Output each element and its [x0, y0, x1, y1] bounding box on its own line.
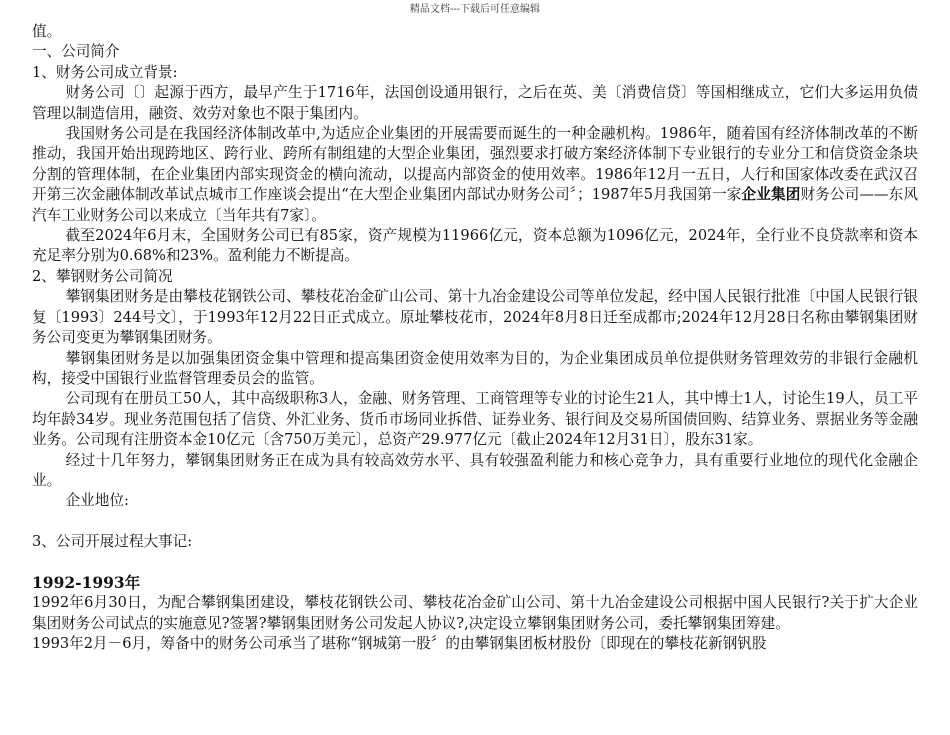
paragraph: 攀钢集团财务是由攀枝花钢铁公司、攀枝花冶金矿山公司、第十九冶金建设公司等单位发起，经中国人民银行批准〔中国人民银行银复〔1993〕244号文〕，于1993年12月22日正式成立。原址攀枝花市，2024年8月8日迁至成都市;2024年12月28日名称由攀钢集团财务公司变更为攀钢集团财务。 — [32, 288, 918, 347]
text-line: 值。 — [32, 23, 62, 40]
paragraph: 1993年2月－6月，筹备中的财务公司承当了堪称“钢城第一股〞的由攀钢集团板材股份〔即现在的攀枝花新钢钒股 — [32, 635, 767, 653]
paragraph: 截至2024年6月末，全国财务公司已有85家，资产规模为11966亿元，资本总额为1096亿元，2024年，全行业不良贷款率和资本充足率分别为0.68%和23%。盈利能力不断提高。 — [32, 227, 918, 265]
paragraph: 财务公司〔〕起源于西方，最早产生于1716年，法国创设通用银行，之后在英、美〔消费信贷〕等国相继成立，它们大多运用负债管理以制造信用，融资、效劳对象也不限于集团内。 — [32, 84, 918, 122]
subsection-heading-overview: 2、攀钢财务公司简况 — [32, 267, 173, 285]
subsection-heading-background: 1、财务公司成立背景: — [32, 63, 178, 81]
year-heading: 1992-1993年 — [32, 572, 141, 592]
document-body — [32, 22, 918, 655]
blank-line — [32, 553, 918, 573]
blank-line — [32, 512, 918, 532]
paragraph: 企业地位: — [65, 492, 129, 510]
paragraph: 攀钢集团财务是以加强集团资金集中管理和提高集团资金使用效率为目的，为企业集团成员单位提供财务管理效劳的非银行金融机构，接受中国银行业监督管理委员会的监管。 — [32, 349, 918, 387]
paragraph — [32, 124, 918, 226]
paragraph: 公司现有在册员工50人，其中高级职称3人，金融、财务管理、工商管理等专业的讨论生21人，其中博士1人，讨论生19人，员工平均年龄34岁。现业务范围包括了信贷、外汇业务、货币市场同业拆借、证券业务、银行间及交易所国债回购、结算业务、票据业务等金融业务。公司现有注册资本金10亿元〔含750万美元〕，总资产29.977亿元〔截止2024年12月31日〕，股东31家。 — [32, 390, 918, 449]
page-header: 精品文档---下载后可任意编辑 — [409, 4, 541, 15]
paragraph: 经过十几年努力，攀钢集团财务正在成为具有较高效劳水平、具有较强盈利能力和核心竞争力，具有重要行业地位的现代化金融企业。 — [32, 451, 918, 489]
subsection-heading-milestones: 3、公司开展过程大事记: — [32, 533, 193, 551]
section-heading-company-intro: 一、公司简介 — [32, 43, 120, 61]
paragraph-text: 财务公司——东风汽车工业财务公司以来成立〔当年共有7家〕。 — [32, 186, 918, 224]
paragraph-text: 我国财务公司是在我国经济体制改革中,为适应企业集团的开展需要而诞生的一种金融机构。1986年，随着国有经济体制改革的不断推动，我国开始出现跨地区、跨行业、跨所有制组建的大型企业集团，强烈要求打破方案经济体制下专业银行的专业分工和信贷资金条块分割的管理体制，在企业集团内部实现资金的横向流动，以提高内部资金的使用效率。1986年12月一五日，人行和国家体改委在武汉召开第三次金融体制改革试点城市工作座谈会提出“在大型企业集团内部试办财务公司〞；1987年5月我国第一家 — [32, 125, 918, 204]
paragraph: 1992年6月30日，为配合攀钢集团建设，攀枝花钢铁公司、攀枝花冶金矿山公司、第十九冶金建设公司根据中国人民银行?关于扩大企业集团财务公司试点的实施意见?签署?攀钢集团财务公司发起人协议?,决定设立攀钢集团财务公司，委托攀钢集团筹建。 — [32, 594, 918, 632]
bold-term: 企业集团 — [741, 186, 801, 204]
